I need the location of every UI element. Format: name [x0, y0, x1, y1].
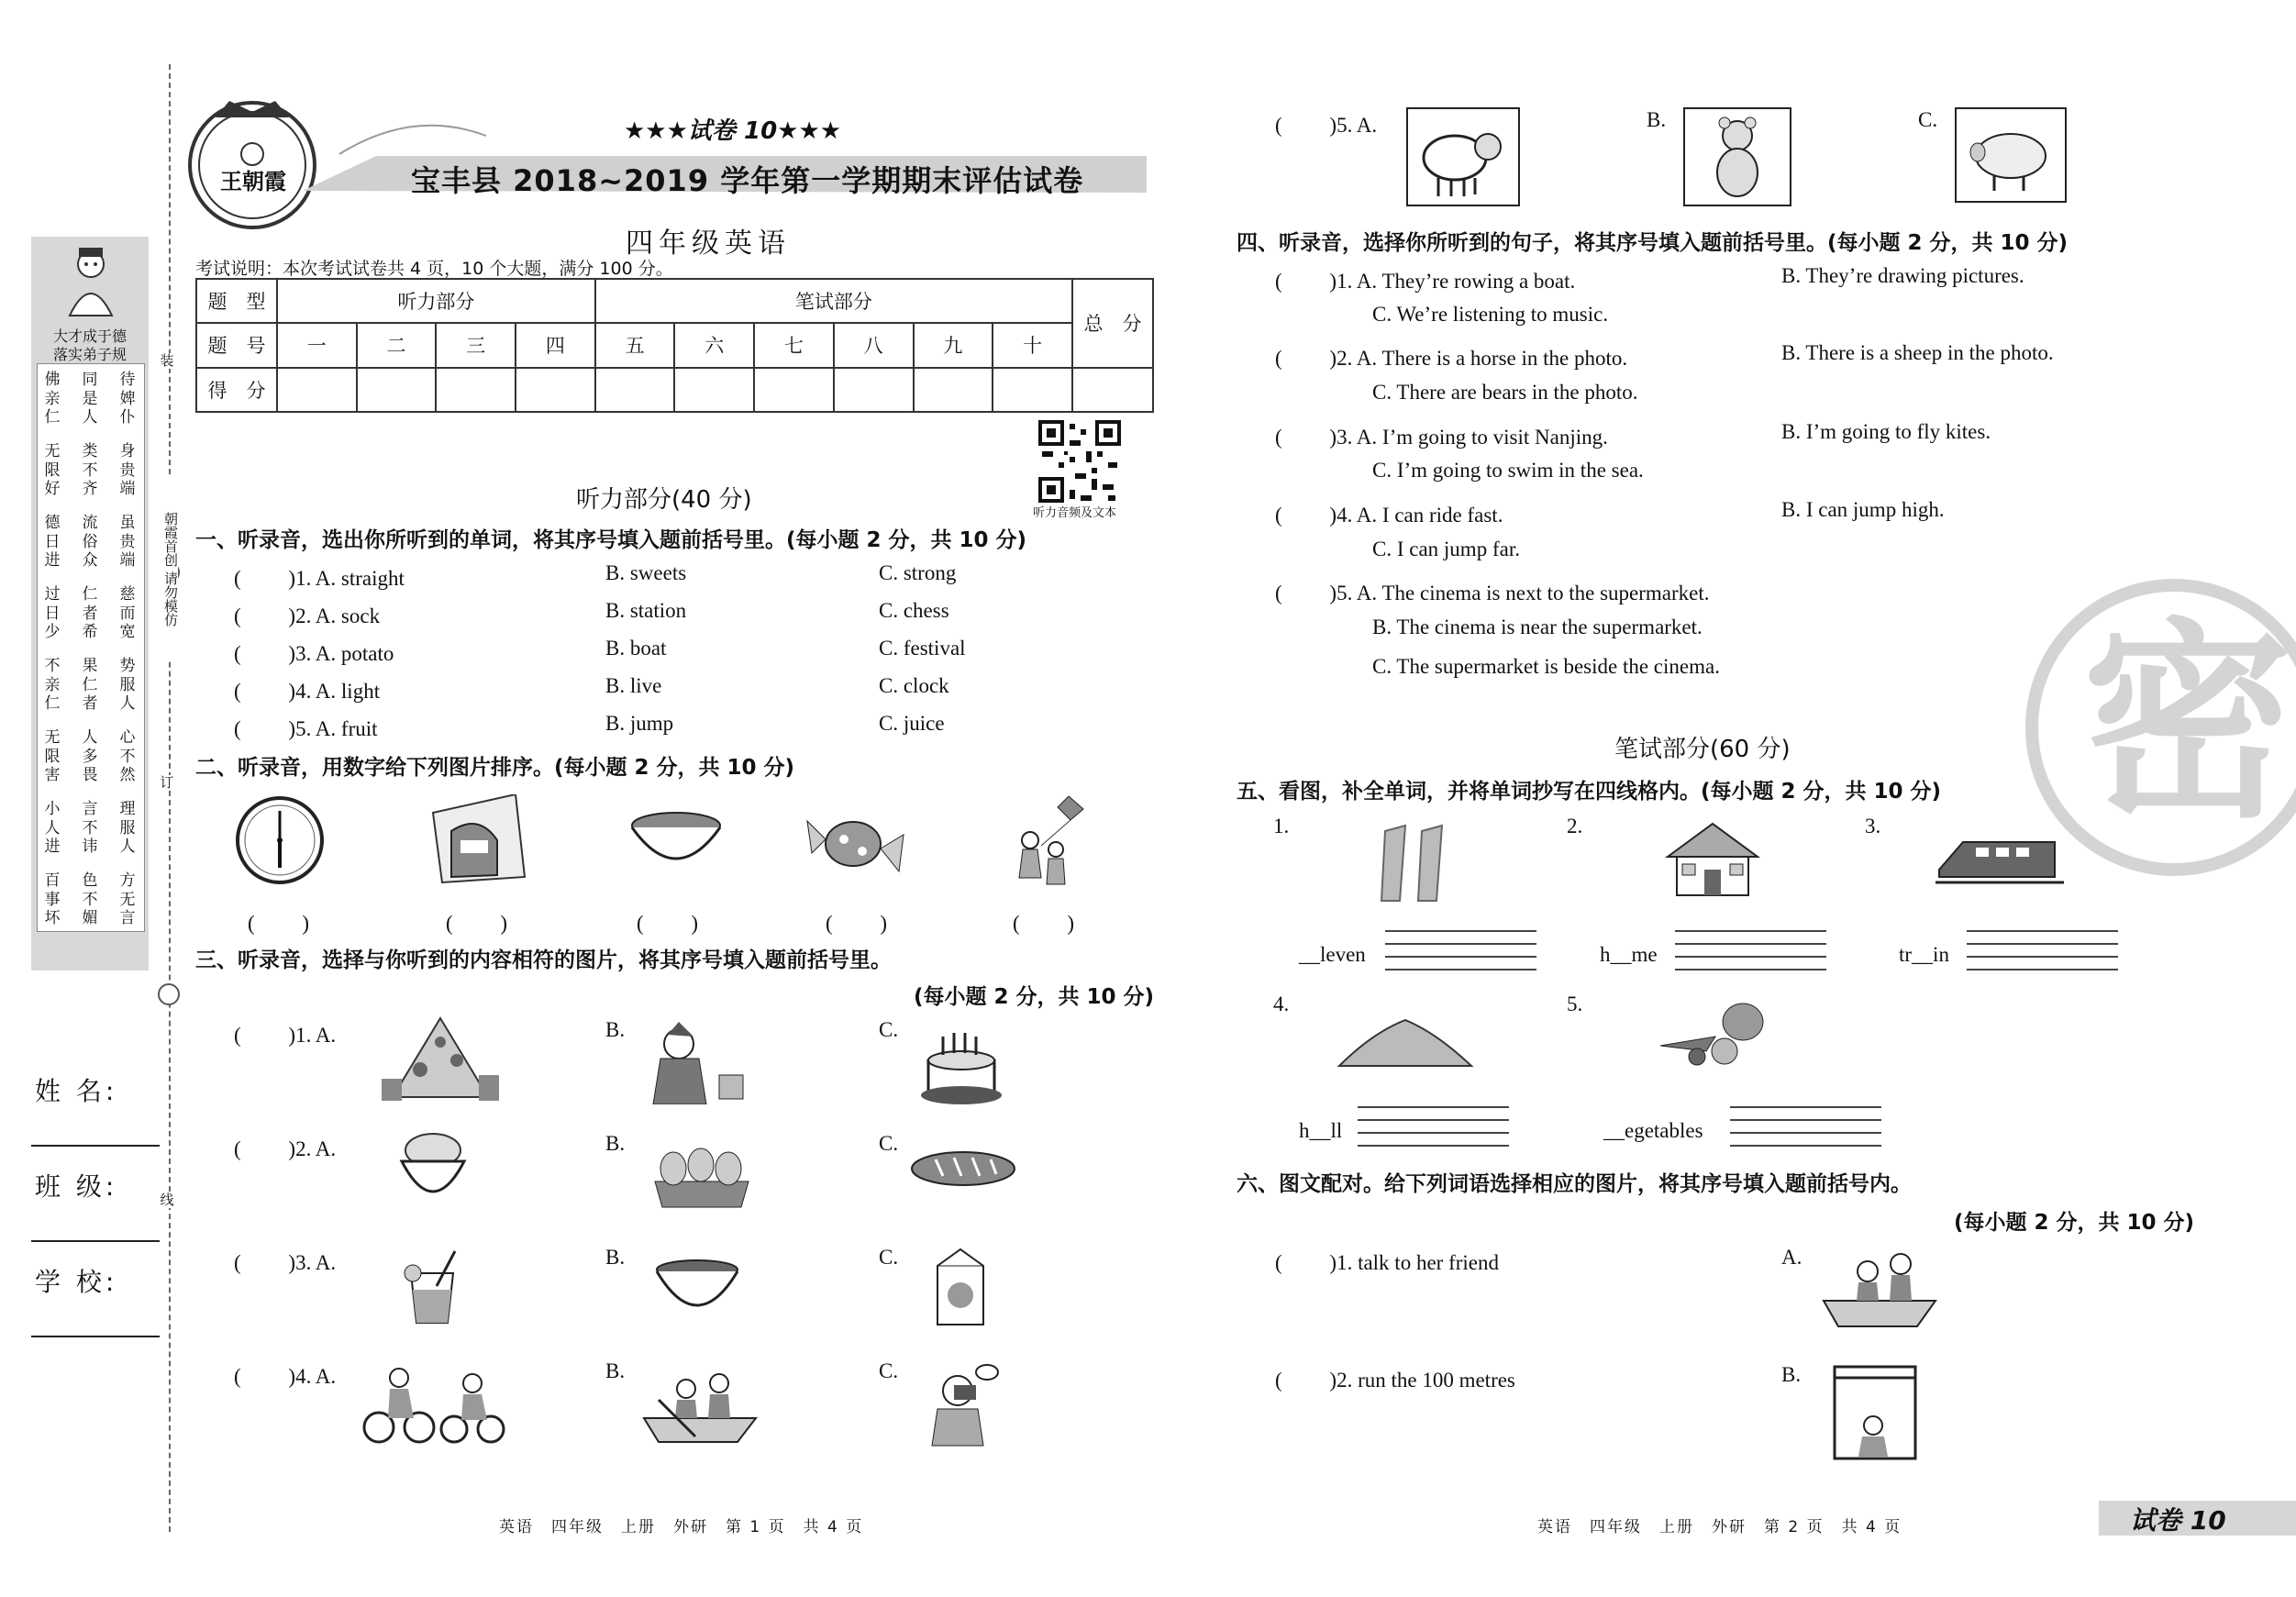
bread-picture [908, 1148, 1018, 1190]
option-c[interactable]: C. strong [879, 561, 957, 584]
class-label: 班 级: [35, 1171, 118, 1202]
score-cell[interactable] [277, 368, 357, 412]
option-c[interactable]: C. The supermarket is beside the cinema. [1372, 655, 1720, 678]
question-number: 九 [914, 323, 993, 367]
school-label: 学 校: [35, 1267, 118, 1297]
seal-label: 订 [156, 775, 178, 791]
order-blank[interactable]: ( ) [1013, 912, 1075, 935]
listening-title: 听力部分(40 分) [576, 486, 752, 514]
question-number: 三 [436, 323, 516, 367]
matching-item[interactable]: ( )2. run the 100 metres [1275, 1369, 1515, 1392]
option-c-label[interactable]: C. [879, 1246, 899, 1269]
option-a[interactable]: ( )2. A. There is a horse in the photo. [1275, 347, 1628, 370]
word-blank[interactable]: tr__in [1899, 943, 1949, 966]
motto-column: 类不齐 [82, 442, 98, 498]
option-b-label[interactable]: B. [605, 1018, 626, 1041]
score-cell[interactable] [516, 368, 595, 412]
option-c[interactable]: C. We’re listening to music. [1372, 303, 1609, 326]
kite-flying-picture [1004, 791, 1087, 892]
page-footer-left: 英语 四年级 上册 外研 第 1 页 共 4 页 [499, 1518, 864, 1536]
section-1-title: 一、听录音，选出你所听到的单词，将其序号填入题前括号里。(每小题 2 分，共 10 分) [195, 528, 1027, 552]
option-b[interactable]: B. I’m going to fly kites. [1781, 420, 1991, 443]
motto-column: 小人进 [44, 800, 61, 856]
total-header: 总 分 [1072, 279, 1153, 368]
motto-top-1: 大才成于德 [52, 327, 127, 345]
school-field[interactable] [31, 1336, 160, 1337]
taking-photos-picture [921, 1363, 1004, 1447]
riding-bikes-picture [362, 1363, 509, 1446]
fold-line [169, 64, 171, 1532]
question-number: 六 [674, 323, 754, 367]
motto-column: 方无言 [119, 871, 136, 927]
eleven-picture [1372, 822, 1455, 904]
option-c[interactable]: C. festival [879, 637, 966, 660]
word-blank[interactable]: __leven [1299, 943, 1366, 966]
motto-column: 过日少 [44, 585, 61, 641]
question-number: 七 [754, 323, 834, 367]
option-b[interactable]: B. jump [605, 712, 674, 735]
item-number: 5. [1567, 993, 1583, 1015]
soup-bowl-picture [651, 1257, 743, 1321]
subject-title: 四年级英语 [626, 227, 791, 260]
bear-picture [1682, 106, 1792, 207]
motto-column: 果仁者 [82, 657, 98, 713]
motto-column: 虽贵端 [119, 514, 136, 570]
option-c[interactable]: C. I can jump far. [1372, 538, 1520, 560]
rice-bowl-picture [396, 1130, 470, 1208]
name-label: 姓 名: [35, 1076, 118, 1106]
score-cell[interactable] [674, 368, 754, 412]
milk-carton-picture [928, 1246, 993, 1328]
item-number: 3. [1865, 815, 1881, 837]
question-label[interactable]: ( )1. A. [234, 1024, 337, 1047]
motto-column: 身贵端 [119, 442, 136, 498]
row-label: 得 分 [196, 368, 277, 412]
question-number: 一 [277, 323, 357, 367]
train-station-picture [424, 794, 529, 886]
talking-friends-picture [1820, 1248, 1939, 1330]
option-a[interactable]: ( )2. A. sock [234, 604, 381, 627]
confidential-watermark: 密 [2082, 602, 2294, 847]
four-line-grid[interactable] [1730, 1106, 1881, 1147]
option-a[interactable]: ( )3. A. potato [234, 642, 394, 665]
item-number: 1. [1273, 815, 1290, 837]
eggs-picture [651, 1136, 752, 1209]
option-a[interactable]: ( )3. A. I’m going to visit Nanjing. [1275, 426, 1608, 449]
copyright-note: 朝霞首创 请勿模仿 [156, 477, 178, 660]
motto-column: 慈而宽 [119, 585, 136, 641]
motto-column: 理服人 [119, 800, 136, 856]
option-label[interactable]: A. [1781, 1246, 1802, 1269]
option-a[interactable]: ( )1. A. straight [234, 567, 405, 590]
option-b[interactable]: B. I can jump high. [1781, 498, 1945, 521]
question-label[interactable]: ( )4. A. [234, 1365, 337, 1388]
section-6-points: (每小题 2 分，共 10 分) [1954, 1211, 2195, 1235]
motto-column: 势服人 [119, 657, 136, 713]
vegetables-picture [1651, 1000, 1780, 1070]
footer-badge: 试卷 10 [2130, 1505, 2226, 1536]
motto-column: 流俗众 [82, 514, 98, 570]
rowing-boat-picture [640, 1363, 760, 1447]
question-number: 八 [834, 323, 914, 367]
pig-picture [1954, 106, 2068, 204]
option-c-label[interactable]: C. [879, 1132, 899, 1155]
option-a[interactable]: ( )4. A. I can ride fast. [1275, 504, 1503, 527]
motto-column: 不亲仁 [44, 657, 61, 713]
motto-top-2: 落实弟子规 [52, 346, 127, 363]
juice-glass-picture [400, 1249, 464, 1325]
section-3-points: (每小题 2 分，共 10 分) [914, 985, 1155, 1009]
option-b[interactable]: B. They’re drawing pictures. [1781, 264, 2024, 287]
section-4-title: 四、听录音，选择你所听到的句子，将其序号填入题前括号里。(每小题 2 分，共 10 分) [1237, 231, 2069, 255]
qr-code-icon[interactable] [1038, 420, 1121, 503]
motto-column: 同是人 [82, 371, 98, 427]
four-line-grid[interactable] [1675, 930, 1826, 970]
option-b[interactable]: B. sweets [605, 561, 687, 584]
train-picture [1936, 833, 2064, 888]
clock-picture [234, 794, 326, 886]
matching-item[interactable]: ( )1. talk to her friend [1275, 1251, 1499, 1274]
sweets-picture [803, 798, 913, 885]
score-cell[interactable] [595, 368, 675, 412]
motto-column: 人多畏 [82, 728, 98, 784]
option-b[interactable]: B. boat [605, 637, 667, 660]
window-child-picture [1829, 1361, 1921, 1464]
word-blank[interactable]: h__me [1600, 943, 1658, 966]
option-a[interactable]: ( )5. A. fruit [234, 717, 378, 740]
option-c[interactable]: C. chess [879, 599, 949, 622]
option-c-label[interactable]: C. [879, 1359, 899, 1382]
writing-header: 笔试部分 [595, 279, 1072, 323]
score-table [195, 278, 1154, 413]
question-label[interactable]: ( )2. A. [234, 1137, 337, 1160]
order-blank[interactable]: ( ) [826, 912, 888, 935]
motto-column: 言不讳 [82, 800, 98, 856]
scholar-illustration [59, 244, 123, 317]
noodle-bowl-picture [626, 807, 727, 881]
four-line-grid[interactable] [1385, 930, 1536, 970]
score-cell[interactable] [914, 368, 993, 412]
option-c[interactable]: C. juice [879, 712, 945, 735]
option-label[interactable]: B. [1781, 1363, 1802, 1386]
option-c[interactable]: C. There are bears in the photo. [1372, 381, 1638, 404]
row-label: 题 号 [196, 323, 277, 367]
question-label[interactable]: ( )3. A. [234, 1251, 337, 1274]
option-a[interactable]: ( )5. A. The cinema is next to the supermarket. [1275, 582, 1710, 604]
item-number: 2. [1567, 815, 1583, 837]
motto-column: 色不媚 [82, 871, 98, 927]
section-5-title: 五、看图，补全单词，并将单词抄写在四线格内。(每小题 2 分，共 10 分) [1237, 780, 1942, 804]
qr-caption: 听力音频及文本 [1033, 506, 1117, 520]
word-blank[interactable]: __egetables [1603, 1119, 1703, 1142]
father-christmas-picture [642, 1022, 752, 1104]
option-b-label[interactable]: B. [605, 1132, 626, 1155]
class-field[interactable] [31, 1240, 160, 1242]
writing-title: 笔试部分(60 分) [1614, 736, 1791, 763]
option-b[interactable]: B. live [605, 674, 662, 697]
house-picture [1662, 820, 1763, 899]
option-c[interactable]: C. clock [879, 674, 949, 697]
question-number: 二 [357, 323, 437, 367]
page-footer-right: 英语 四年级 上册 外研 第 2 页 共 4 页 [1537, 1518, 1902, 1536]
motto-sidebar [31, 237, 149, 970]
exam-note: 考试说明：本次考试试卷共 4 页，10 个大题，满分 100 分。 [195, 259, 673, 279]
sheep-picture [1405, 106, 1521, 207]
four-line-grid[interactable] [1358, 1106, 1509, 1147]
seal-label: 装 [156, 353, 178, 369]
exam-title: 宝丰县 2018~2019 学年第一学期期末评估试卷 [411, 163, 1084, 198]
option-c-label[interactable]: C. [879, 1018, 899, 1041]
four-line-grid[interactable] [1967, 930, 2118, 970]
option-b[interactable]: B. station [605, 599, 687, 622]
question-number: 四 [516, 323, 595, 367]
option-b[interactable]: B. There is a sheep in the photo. [1781, 341, 2054, 364]
option-b-label[interactable]: B. [605, 1246, 626, 1269]
motto-column: 无限好 [44, 442, 61, 498]
question-number: 五 [595, 323, 675, 367]
option-b[interactable]: B. The cinema is near the supermarket. [1372, 616, 1703, 638]
section-2-title: 二、听录音，用数字给下列图片排序。(每小题 2 分，共 10 分) [195, 756, 795, 780]
order-blank[interactable]: ( ) [637, 912, 699, 935]
seal-label: 线 [156, 1192, 178, 1208]
option-b-label[interactable]: B. [605, 1359, 626, 1382]
hill-picture [1336, 1015, 1475, 1070]
motto-column: 百事坏 [44, 871, 61, 927]
motto-column: 待婢仆 [119, 371, 136, 427]
item-number: 4. [1273, 993, 1290, 1015]
option-c[interactable]: C. I’m going to swim in the sea. [1372, 459, 1644, 482]
score-cell[interactable] [357, 368, 437, 412]
section-3-title: 三、听录音，选择与你听到的内容相符的图片，将其序号填入题前括号里。 [195, 948, 892, 972]
score-cell[interactable] [436, 368, 516, 412]
score-cell[interactable] [993, 368, 1072, 412]
row-label: 题 型 [196, 279, 277, 323]
option-a[interactable]: ( )4. A. light [234, 680, 381, 703]
paper-badge: ★★★试卷 10★★★ [624, 117, 842, 145]
motto-column: 佛亲仁 [44, 371, 61, 427]
name-field[interactable] [31, 1145, 160, 1147]
motto-column: 德日进 [44, 514, 61, 570]
motto-column: 仁者希 [82, 585, 98, 641]
christmas-tree-picture [374, 1015, 507, 1106]
order-blank[interactable]: ( ) [248, 912, 310, 935]
question-number: 十 [993, 323, 1072, 367]
option-c-label[interactable]: C. [1918, 108, 1938, 131]
listening-header: 听力部分 [277, 279, 595, 323]
option-b-label[interactable]: B. [1647, 108, 1667, 131]
birthday-cake-picture [915, 1020, 1007, 1112]
motto-column: 心不然 [119, 728, 136, 784]
brand-logo-text: 王朝霞 [220, 169, 286, 194]
motto-column: 无限害 [44, 728, 61, 784]
option-a[interactable]: ( )1. A. They’re rowing a boat. [1275, 270, 1576, 293]
score-cell[interactable] [834, 368, 914, 412]
order-blank[interactable]: ( ) [446, 912, 508, 935]
binding-hole [158, 983, 180, 1005]
score-cell[interactable] [754, 368, 834, 412]
score-cell[interactable] [1072, 368, 1153, 412]
question-label[interactable]: ( )5. A. [1275, 114, 1378, 137]
word-blank[interactable]: h__ll [1299, 1119, 1343, 1142]
section-6-title: 六、图文配对。给下列词语选择相应的图片，将其序号填入题前括号内。 [1237, 1172, 1912, 1196]
